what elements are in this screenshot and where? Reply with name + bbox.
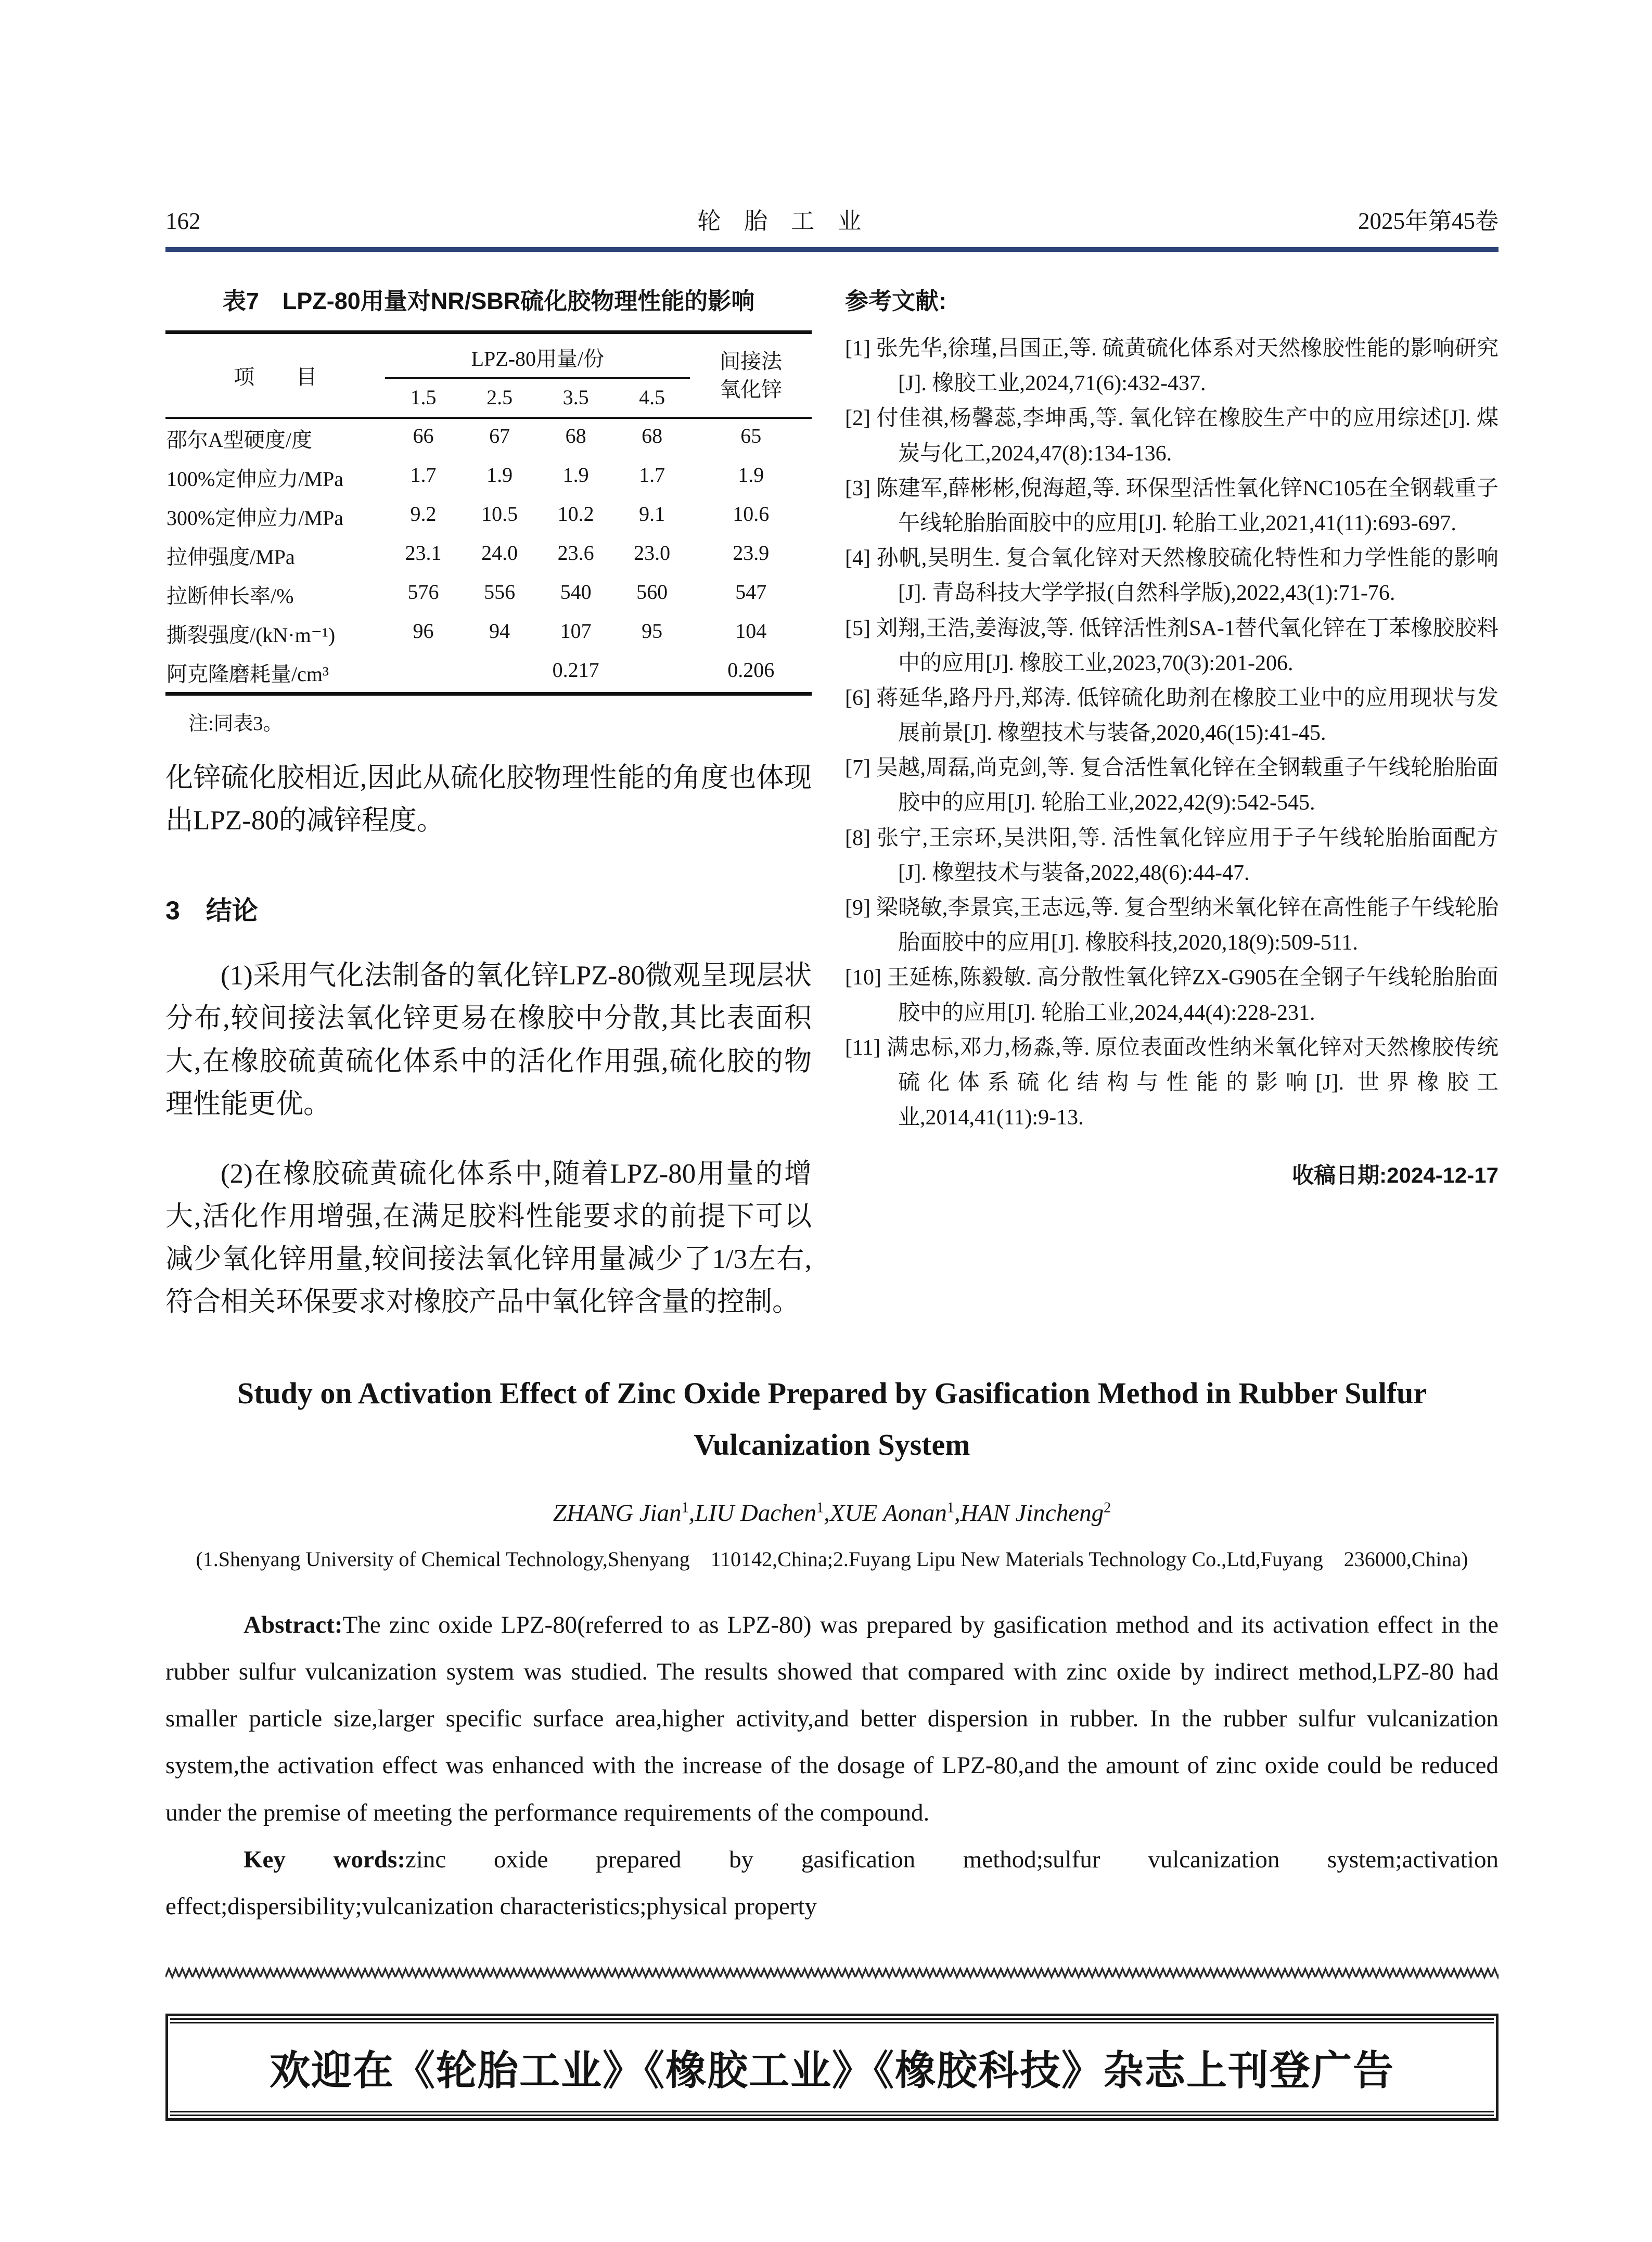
reference-number: [8] <box>845 826 870 850</box>
reference-number: [6] <box>845 686 870 710</box>
reference-item <box>845 681 1499 751</box>
table7-col-item: 项 目 <box>234 365 317 389</box>
table7-note: 注:同表3。 <box>188 713 283 735</box>
cell: 23.9 <box>733 541 770 565</box>
author-name: ,HAN Jincheng <box>954 1499 1104 1527</box>
table-row <box>165 575 812 614</box>
cell: 94 <box>489 619 510 643</box>
table7-subcol-1: 1.5 <box>410 386 437 409</box>
cell: 23.0 <box>634 541 671 565</box>
cell: 556 <box>484 580 516 604</box>
cell: 1.9 <box>562 463 589 486</box>
reference-text: 张宁,王宗环,吴洪阳,等. 活性氧化锌应用于子午线轮胎胎面配方[J]. 橡塑技术与装备,2022,48(6):44-47. <box>877 826 1499 885</box>
cell: 95 <box>642 619 663 643</box>
table7-col-indirect-zno-label: 间接法氧化锌 <box>720 349 783 401</box>
author-affil-sup: 1 <box>816 1499 824 1516</box>
page-content <box>165 202 1499 2121</box>
table7-col-indirect-zno <box>690 334 811 417</box>
table-row <box>165 419 812 458</box>
page-number: 162 <box>165 208 201 234</box>
cell: 576 <box>407 580 439 604</box>
cell: 24.0 <box>481 541 518 565</box>
table-row <box>165 614 812 653</box>
reference-item <box>845 541 1499 611</box>
table-row <box>165 653 812 692</box>
author-affil-sup: 1 <box>681 1499 689 1516</box>
author-name: ,LIU Dachen <box>688 1499 817 1527</box>
received-date: 收稿日期:2024-12-17 <box>1292 1163 1499 1188</box>
english-keywords <box>165 1836 1499 1930</box>
table7-subcol-2: 2.5 <box>486 386 513 409</box>
reference-number: [5] <box>845 616 870 640</box>
reference-text: 吴越,周磊,尚克剑,等. 复合活性氧化锌在全钢载重子午线轮胎胎面胶中的应用[J]. 轮胎工业,2022,42(9):542-545. <box>876 756 1499 815</box>
references-heading: 参考文献: <box>845 288 946 314</box>
reference-number: [4] <box>845 546 870 571</box>
reference-item <box>845 611 1499 681</box>
reference-item <box>845 1031 1499 1136</box>
author-affil-sup: 1 <box>946 1499 954 1516</box>
section-heading-conclusion: 3 结论 <box>165 896 258 926</box>
cell: 10.5 <box>481 502 518 526</box>
table-row <box>165 497 812 536</box>
abstract-text: The zinc oxide LPZ-80(referred to as LPZ-80) was prepared by gasification method and its activation effect in the rubber sulfur vulcanization system was studied. The results showed that compared with zinc oxide by indirect method,LPZ-80 had smaller particle size,larger specific surface area,higher activity,and better dispersion in rubber. In the rubber sulfur vulcanization system,the activation effect was enhanced with the increase of the dosage of LPZ-80,and the amount of zinc oxide could be reduced under the premise of meeting the performance requirements of the compound. <box>165 1611 1499 1826</box>
row-label: 撕裂强度/(kN·m⁻¹) <box>167 623 336 647</box>
cell: 68 <box>565 424 586 447</box>
english-authors <box>165 1499 1499 1527</box>
running-head <box>165 202 1499 236</box>
cell: 10.2 <box>557 502 594 526</box>
table7 <box>165 330 812 696</box>
author-name: ,XUE Aonan <box>824 1499 947 1527</box>
reference-number: [7] <box>845 756 870 780</box>
reference-number: [2] <box>845 406 870 431</box>
advert-banner <box>165 2014 1499 2121</box>
wavy-separator <box>165 1965 1499 1981</box>
reference-item <box>845 751 1499 821</box>
table7-body <box>165 417 812 692</box>
row-label: 拉伸强度/MPa <box>167 545 295 569</box>
author <box>824 1500 954 1527</box>
conclusion-paragraph-1: (1)采用气化法制备的氧化锌LPZ-80微观呈现层状分布,较间接法氧化锌更易在橡胶中分散,其比表面积大,在橡胶硫黄硫化体系中的活化作用强,硫化胶的物理性能更优。 <box>165 960 812 1119</box>
english-section <box>165 1368 1499 1930</box>
row-label: 拉断伸长率/% <box>167 584 294 608</box>
reference-number: [11] <box>845 1035 881 1060</box>
cell: 10.6 <box>733 502 770 526</box>
reference-item <box>845 821 1499 891</box>
row-label: 阿克隆磨耗量/cm³ <box>167 662 329 686</box>
header-rule <box>165 247 1499 252</box>
journal-title: 轮 胎 工 业 <box>697 208 862 234</box>
reference-text: 付佳祺,杨馨蕊,李坤禹,等. 氧化锌在橡胶生产中的应用综述[J]. 煤炭与化工,2024,47(8):134-136. <box>876 406 1499 466</box>
cell: 560 <box>636 580 668 604</box>
left-column <box>165 282 812 1323</box>
table7-subcol-3: 3.5 <box>562 386 589 409</box>
reference-text: 梁晓敏,李景宾,王志远,等. 复合型纳米氧化锌在高性能子午线轮胎胎面胶中的应用[J]. 橡胶科技,2020,18(9):509-511. <box>876 896 1499 955</box>
issue-volume: 2025年第45卷 <box>1358 208 1499 234</box>
right-column <box>845 282 1499 1323</box>
reference-number: [1] <box>845 337 870 361</box>
reference-text: 王延栋,陈毅敏. 高分散性氧化锌ZX-G905在全钢子午线轮胎胎面胶中的应用[J]. 轮胎工业,2024,44(4):228-231. <box>887 966 1499 1025</box>
cell: 1.7 <box>639 463 665 486</box>
english-abstract <box>165 1602 1499 1836</box>
cell: 540 <box>560 580 592 604</box>
cell: 547 <box>735 580 767 604</box>
cell: 96 <box>413 619 434 643</box>
author <box>954 1500 1111 1527</box>
cell <box>462 653 538 692</box>
cell: 104 <box>735 619 767 643</box>
english-affiliation: (1.Shenyang University of Chemical Technology,Shenyang 110142,China;2.Fuyang Lipu New Materials Technology Co.,Ltd,Fuyang 236000,China) <box>196 1547 1468 1571</box>
two-column-zone <box>165 282 1499 1323</box>
cell: 1.7 <box>410 463 437 486</box>
reference-item <box>845 471 1499 541</box>
table-row <box>165 458 812 497</box>
cell: 0.217 <box>552 658 599 682</box>
cell: 66 <box>413 424 434 447</box>
cell: 9.2 <box>410 502 437 526</box>
row-label: 300%定伸应力/MPa <box>167 506 343 530</box>
cell: 1.9 <box>486 463 513 486</box>
table7-title: 表7 LPZ-80用量对NR/SBR硫化胶物理性能的影响 <box>222 288 755 314</box>
english-title: Study on Activation Effect of Zinc Oxide Prepared by Gasification Method in Rubber Sulfur Vulcanization System <box>237 1376 1427 1462</box>
body-paragraph-continuation: 化锌硫化胶相近,因此从硫化胶物理性能的角度也体现出LPZ-80的减锌程度。 <box>165 763 812 836</box>
cell <box>385 653 462 692</box>
reference-item <box>845 891 1499 960</box>
reference-item <box>845 401 1499 471</box>
cell <box>614 653 690 692</box>
author-affil-sup: 2 <box>1104 1499 1111 1516</box>
abstract-label: Abstract: <box>244 1611 343 1638</box>
reference-text: 张先华,徐瑾,吕国正,等. 硫黄硫化体系对天然橡胶性能的影响研究[J]. 橡胶工业,2024,71(6):432-437. <box>876 337 1499 396</box>
conclusion-paragraph-2: (2)在橡胶硫黄硫化体系中,随着LPZ-80用量的增大,活化作用增强,在满足胶料性能要求的前提下可以减少氧化锌用量,较间接法氧化锌用量减少了1/3左右,符合相关环保要求对橡胶产品中氧化锌含量的控制。 <box>165 1158 812 1317</box>
reference-item <box>845 960 1499 1030</box>
cell: 67 <box>489 424 510 447</box>
reference-text: 蒋延华,路丹丹,郑涛. 低锌硫化助剂在橡胶工业中的应用现状与发展前景[J]. 橡塑技术与装备,2020,46(15):41-45. <box>876 686 1499 746</box>
reference-text: 孙帆,吴明生. 复合氧化锌对天然橡胶硫化特性和力学性能的影响[J]. 青岛科技大学学报(自然科学版),2022,43(1):71-76. <box>876 546 1499 606</box>
table-row <box>165 536 812 575</box>
advert-banner-text: 欢迎在《轮胎工业》《橡胶工业》《橡胶科技》杂志上刊登广告 <box>269 2047 1394 2094</box>
cell: 9.1 <box>639 502 665 526</box>
table7-subcol-4: 4.5 <box>639 386 665 409</box>
cell: 23.6 <box>557 541 594 565</box>
keywords-label: Key words: <box>244 1846 405 1873</box>
table7-group-header: LPZ-80用量/份 <box>385 334 690 379</box>
reference-number: [10] <box>845 966 881 990</box>
table7-header <box>165 334 812 417</box>
cell: 1.9 <box>738 463 764 486</box>
author <box>553 1500 689 1527</box>
keywords-text: zinc oxide prepared by gasification method;sulfur vulcanization system;activation effect;dispersibility;vulcanization characteristics;physical property <box>165 1846 1499 1920</box>
cell: 0.206 <box>727 658 775 682</box>
row-label: 邵尔A型硬度/度 <box>167 428 312 452</box>
reference-text: 刘翔,王浩,姜海波,等. 低锌活性剂SA-1替代氧化锌在丁苯橡胶胶料中的应用[J]. 橡胶工业,2023,70(3):201-206. <box>876 616 1499 675</box>
author-name: ZHANG Jian <box>553 1499 682 1527</box>
reference-text: 满忠标,邓力,杨淼,等. 原位表面改性纳米氧化锌对天然橡胶传统硫化体系硫化结构与性能的影响[J]. 世界橡胶工业,2014,41(11):9-13. <box>887 1035 1499 1130</box>
author <box>689 1500 824 1527</box>
cell: 107 <box>560 619 592 643</box>
cell: 68 <box>642 424 663 447</box>
reference-text: 陈建军,薛彬彬,倪海超,等. 环保型活性氧化锌NC105在全钢载重子午线轮胎胎面胶中的应用[J]. 轮胎工业,2021,41(11):693-697. <box>876 476 1499 535</box>
reference-item <box>845 331 1499 401</box>
cell: 65 <box>740 424 762 447</box>
reference-number: [3] <box>845 476 870 501</box>
advert-banner-inner <box>170 2018 1494 2116</box>
reference-number: [9] <box>845 896 870 920</box>
references-list <box>845 331 1499 1135</box>
row-label: 100%定伸应力/MPa <box>167 467 343 491</box>
cell: 23.1 <box>405 541 442 565</box>
